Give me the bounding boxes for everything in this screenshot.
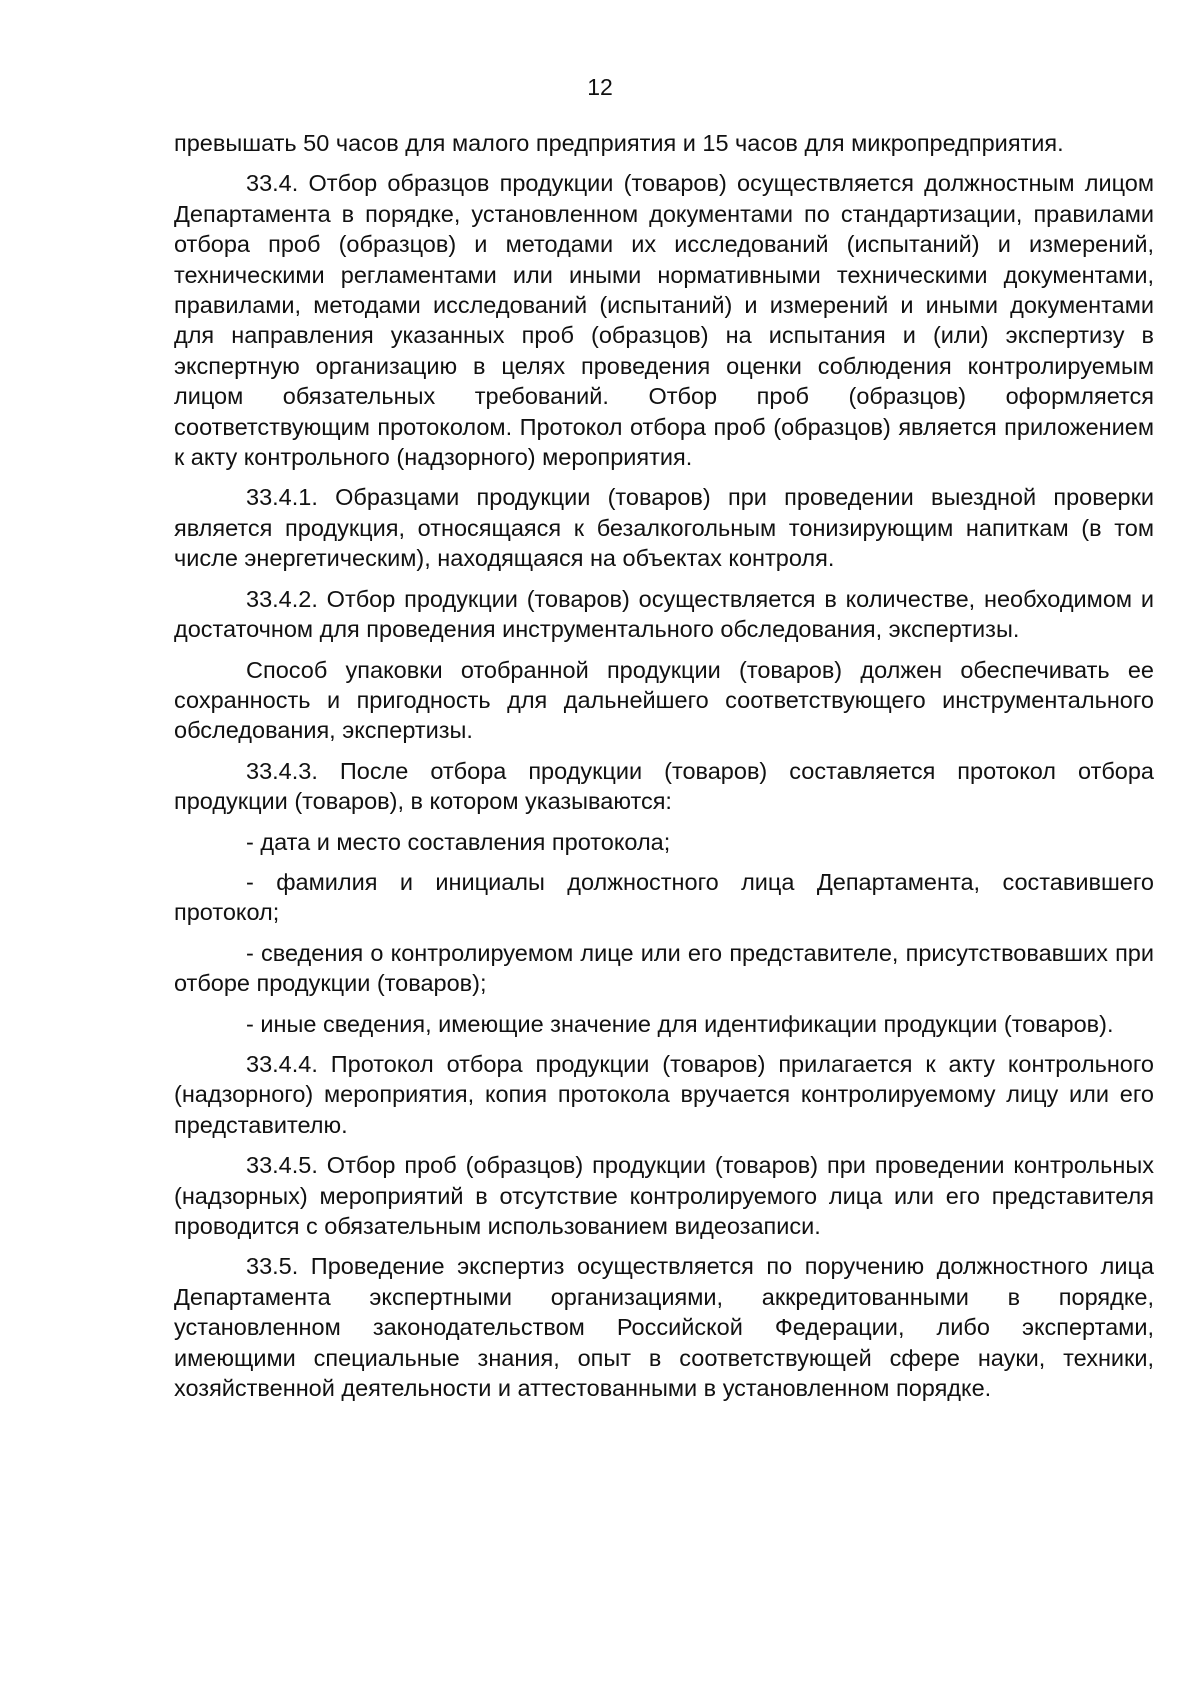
paragraph-33-4: 33.4. Отбор образцов продукции (товаров) осуществляется должностным лицом Департамента в порядке, установленном документами по стандартизации, правилами отбора проб (образцов) и методами их исследований (испытаний) и измерений, техническими регламентами или иными нормативными техническими документами, правилами, методами исследований (испытаний) и измерений и иными документами для направления указанных проб (образцов) на испытания и (или) экспертизу в экспертную организацию в целях проведения оценки соблюдения контролируемым лицом обязательных требований. Отбор проб (образцов) оформляется соответствующим протоколом. Протокол отбора проб (образцов) является приложением к акту контрольного (надзорного) мероприятия. [174,170,1154,471]
list-item-other-info: - иные сведения, имеющие значение для идентификации продукции (товаров). [246,1010,1114,1037]
paragraph-33-4-2: 33.4.2. Отбор продукции (товаров) осуществляется в количестве, необходимом и достаточном для проведения инструментального обследования, экспертизы. [174,585,1154,643]
paragraph-packaging: Способ упаковки отобранной продукции (товаров) должен обеспечивать ее сохранность и пригодность для дальнейшего соответствующего инструментального обследования, экспертизы. [174,656,1154,744]
paragraph-33-4-4: 33.4.4. Протокол отбора продукции (товаров) прилагается к акту контрольного (надзорного) мероприятия, копия протокола вручается контролируемому лицу или его представителю. [174,1050,1154,1138]
paragraph-33-4-3: 33.4.3. После отбора продукции (товаров) составляется протокол отбора продукции (товаров), в котором указываются: [174,757,1154,815]
paragraph-33-4-5: 33.4.5. Отбор проб (образцов) продукции (товаров) при проведении контрольных (надзорных) мероприятий в отсутствие контролируемого лица или его представителя проводится с обязательным использованием видеозаписи. [174,1152,1154,1239]
paragraph-33-5: 33.5. Проведение экспертиз осуществляется по поручению должностного лица Департамента экспертными организациями, аккредитованными в порядке, установленном законодательством Российской Федерации, либо экспертами, имеющими специальные знания, опыт в соответствующей сфере науки, техники, хозяйственной деятельности и аттестованными в установленном порядке. [174,1253,1154,1402]
page-number: 12 [587,74,613,100]
list-item-date-place: - дата и место составления протокола; [246,828,671,855]
paragraph-continuation: превышать 50 часов для малого предприятия и 15 часов для микропредприятия. [174,130,1064,156]
paragraph-33-4-1: 33.4.1. Образцами продукции (товаров) при проведении выездной проверки является продукция, относящаяся к безалкогольным тонизирующим напиткам (в том числе энергетическим), находящаяся на объектах контроля. [174,484,1154,572]
list-item-controlled-person: - сведения о контролируемом лице или его представителе, присутствовавших при отборе продукции (товаров); [174,939,1154,997]
document-body [174,128,1154,1413]
list-item-official-name: - фамилия и инициалы должностного лица Департамента, составившего протокол; [174,868,1154,926]
